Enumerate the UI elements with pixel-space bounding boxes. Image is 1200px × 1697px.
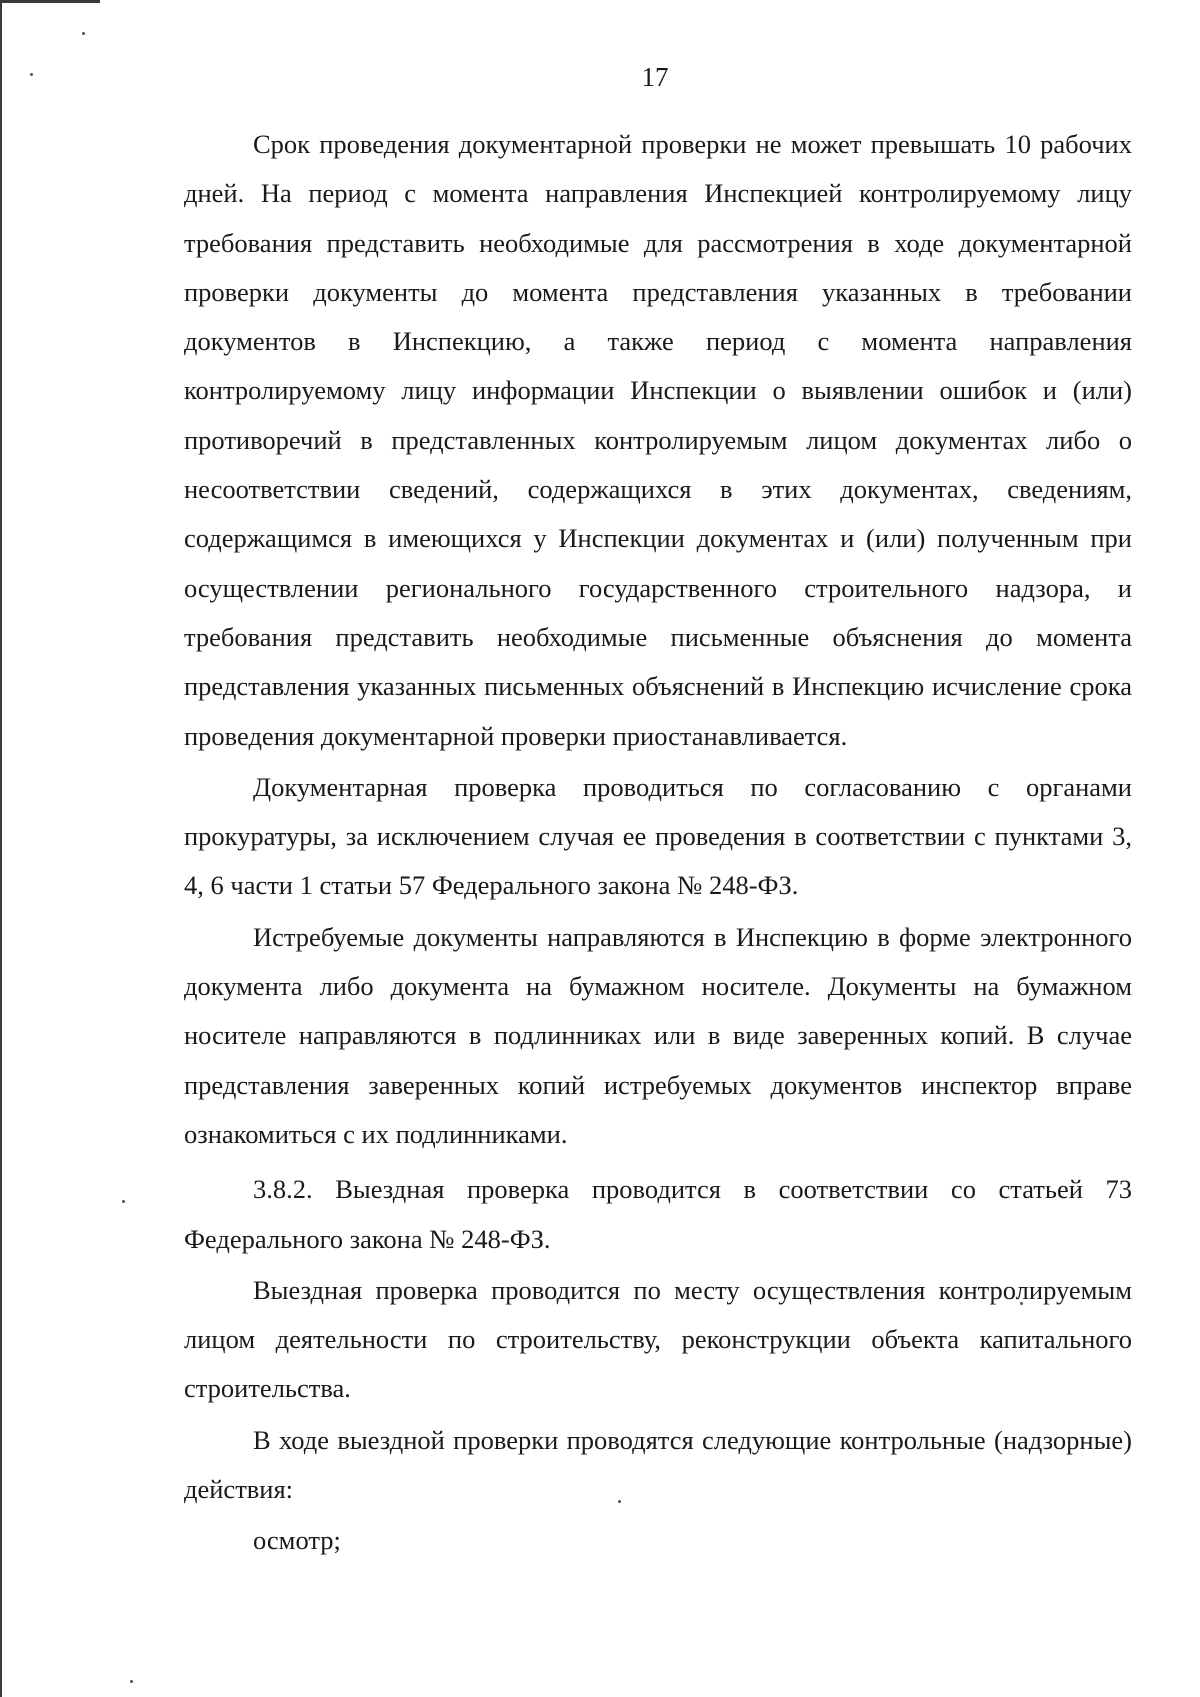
scan-top-corner-line (0, 0, 100, 3)
paragraph-onsite-actions: В ходе выездной проверки проводятся следующие контрольные (надзорные) действия: (184, 1424, 1132, 1505)
paragraph-review-period: Срок проведения документарной проверки не может превышать 10 рабочих дней. На период с момента направления Инспекцией контролируемому лицу требования представить необходимые для рассмотрения в ходе документарной проверки документы до момента представления указанных в требовании документов в Инспекцию, а также период с момента направления контролируемому лицу информации Инспекции о выявлении ошибок и (или) противоречий в представленных контролируемым лицом документах либо о несоответствии сведений, содержащихся в этих документах, сведениям, содержащимся в имеющихся у Инспекции документах и (или) полученным при осуществлении регионального государственного строительного надзора, и требования представить необходимые письменные объяснения до момента представления указанных письменных объяснений в Инспекцию исчисление срока проведения документарной проверки приостанавливается. (184, 129, 1132, 751)
scan-speck (122, 1200, 125, 1203)
list-item-inspection: осмотр; (253, 1525, 341, 1556)
page-number: 17 (641, 62, 669, 92)
paragraph-section-3-8-2: 3.8.2. Выездная проверка проводится в соответствии со статьей 73 Федерального закона № 248-ФЗ. (184, 1174, 1132, 1254)
document-body (184, 120, 1132, 1566)
paragraph-onsite-location: Выездная проверка проводится по месту осуществления контролируемым лицом деятельности по строительству, реконструкции объекта капитального строительства. (184, 1274, 1132, 1404)
scan-speck (82, 32, 85, 35)
paragraph-requested-documents: Истребуемые документы направляются в Инспекцию в форме электронного документа либо документа на бумажном носителе. Документы на бумажном носителе направляются в подлинниках или в виде заверенных копий. В случае представления заверенных копий истребуемых документов инспектор вправе ознакомиться с их подлинниками. (184, 921, 1132, 1149)
scan-speck (130, 1680, 133, 1683)
scan-left-edge (0, 0, 5, 1697)
paragraph-prosecutor-agreement: Документарная проверка проводиться по согласованию с органами прокуратуры, за исключением случая ее проведения в соответствии с пунктами 3, 4, 6 части 1 статьи 57 Федерального закона № 248-ФЗ. (184, 771, 1132, 901)
